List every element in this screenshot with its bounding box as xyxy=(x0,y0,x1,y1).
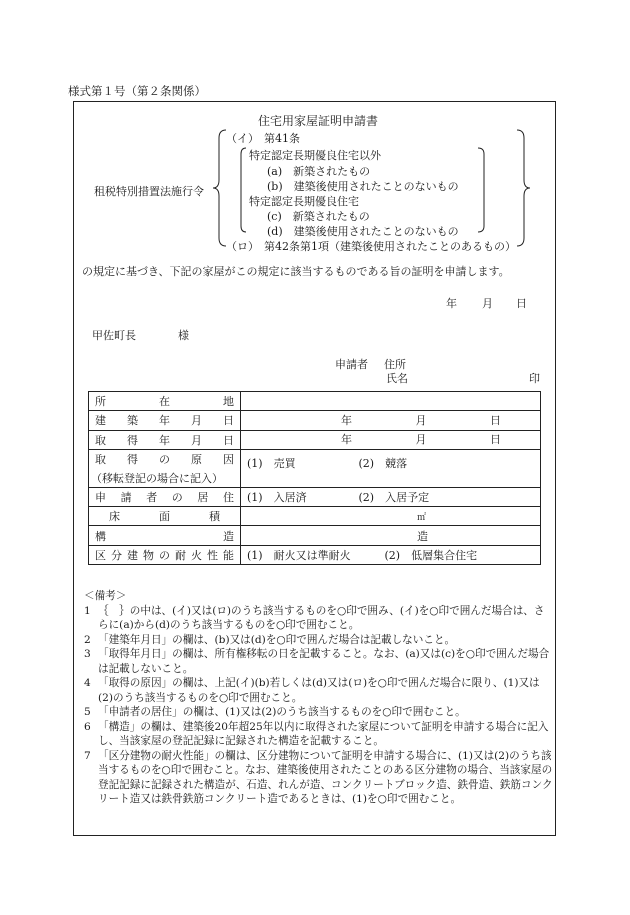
area-unit: ㎡ xyxy=(417,512,427,523)
table-row xyxy=(89,526,541,545)
residence-option-1[interactable]: (1) 入居済 xyxy=(247,491,307,505)
location-value-cell[interactable] xyxy=(241,392,541,411)
acquired-month: 月 xyxy=(415,433,427,447)
cause-option-1[interactable]: (1) 売買 xyxy=(247,456,296,470)
outer-right-brace-icon xyxy=(514,128,534,250)
fire-option-1[interactable]: (1) 耐火又は準耐火 xyxy=(247,548,351,562)
law-name: 租税特別措置法施行令 xyxy=(94,185,204,198)
residence-value-cell[interactable] xyxy=(241,487,541,506)
residence-label-cell xyxy=(89,487,241,506)
remark-item: 2 「建築年月日」の欄は、(b)又は(d)を○印で囲んだ場合は記載しないこと。 xyxy=(84,633,456,646)
clause-i-article: 第41条 xyxy=(264,132,300,145)
seal-mark: 印 xyxy=(529,372,540,385)
clause-ro-article: 第42条第1項（建築後使用されたことのあるもの） xyxy=(264,240,516,253)
built-year: 年 xyxy=(341,413,352,427)
built-value-cell[interactable] xyxy=(241,411,541,430)
acquired-day: 日 xyxy=(490,433,501,447)
addressee-honorific: 様 xyxy=(178,329,189,342)
inner-left-brace-icon xyxy=(236,146,250,234)
cause-label-cell xyxy=(89,449,241,487)
option-d: (d) 建築後使用されたことのないもの xyxy=(267,225,459,238)
table-row xyxy=(89,430,541,449)
area-label: 床 面 積 xyxy=(109,510,220,524)
residence-label: 申 請 者 の 居 住 xyxy=(95,491,234,505)
fire-value-cell[interactable] xyxy=(241,545,541,564)
applicant-label: 申請者 xyxy=(335,358,368,371)
acquired-year: 年 xyxy=(341,433,352,447)
form-number: 様式第１号（第２条関係） xyxy=(68,84,206,98)
remark-text: 「構造」の欄は、建築後20年超25年以内に取得された家屋について証明を申請する場合に記入し、当該家屋の登記記録に記録された構造を記載すること。 xyxy=(98,720,549,747)
cause-sub-label: （移転登記の場合に記入） xyxy=(91,471,223,485)
group1-title: 特定認定長期優良住宅以外 xyxy=(249,149,381,162)
remark-item: 5 「申請者の居住」の欄は、(1)又は(2)のうち該当するものを○印で囲むこと。 xyxy=(84,706,466,718)
remark-text: 「取得年月日」の欄は、所有権移転の日を記載すること。なお、(a)又は(c)を○印で囲んだ場合は記載しないこと。 xyxy=(98,648,550,675)
structure-unit: 造 xyxy=(417,529,428,543)
table-row xyxy=(89,545,541,564)
structure-label: 構 造 xyxy=(95,529,234,543)
date-year: 年 xyxy=(446,297,457,310)
table-row xyxy=(89,449,541,487)
option-a: (a) 新築されたもの xyxy=(267,165,371,178)
cause-label: 取 得 の 原 因 xyxy=(95,452,234,466)
remark-text: 「建築年月日」の欄は、(b)又は(d)を○印で囲んだ場合は記載しないこと。 xyxy=(98,633,456,646)
clause-i-label: （イ） xyxy=(226,132,259,145)
location-label-cell xyxy=(89,392,241,411)
form-title: 住宅用家屋証明申請書 xyxy=(258,114,379,128)
option-b: (b) 建築後使用されたことのないもの xyxy=(267,180,459,193)
residence-option-2[interactable]: (2) 入居予定 xyxy=(358,491,430,505)
fire-label-cell xyxy=(89,545,241,564)
date-month: 月 xyxy=(482,297,493,310)
group2-title: 特定認定長期優良住宅 xyxy=(249,195,359,208)
remark-item: 6 「構造」の欄は、建築後20年超25年以内に取得された家屋について証明を申請する場合に記入し、当該家屋の登記記録に記録された構造を記載すること。 xyxy=(84,720,554,749)
clause-ro-label: （ロ） xyxy=(226,240,259,253)
option-c: (c) 新築されたもの xyxy=(267,210,370,223)
area-label-cell xyxy=(89,507,241,526)
structure-value-cell[interactable] xyxy=(241,526,541,545)
remark-text: 「区分建物の耐火性能」の欄は、区分建物について証明を申請する場合に、(1)又は(2)のうち該当するものを○印で囲むこと。なお、建築後使用されたことのある区分建物の場合、当該家屋の登記記録に記録された構造が、石造、れんが造、コンクリートブロック造、鉄骨造、鉄筋コンクリート造又は鉄骨鉄筋コンクリート造であるときは、(1)を○印で囲むこと。 xyxy=(98,749,553,805)
remark-item: 7 「区分建物の耐火性能」の欄は、区分建物について証明を申請する場合に、(1)又は(2)のうち該当するものを○印で囲むこと。なお、建築後使用されたことのある区分建物の場合、当該家屋の登記記録に記録された構造が、石造、れんが造、コンクリートブロック造、鉄骨造、鉄筋コンクリート造又は鉄骨鉄筋コンクリート造であるときは、(1)を○印で囲むこと。 xyxy=(84,749,553,805)
inner-right-brace-icon xyxy=(476,146,490,234)
statement-text: の規定に基づき、下記の家屋がこの規定に該当するものである旨の証明を申請します。 xyxy=(82,265,510,278)
applicant-address-label: 住所 xyxy=(384,358,406,371)
remark-text: 「申請者の居住」の欄は、(1)又は(2)のうち該当するものを○印で囲むこと。 xyxy=(98,706,466,718)
table-row xyxy=(89,507,541,526)
cause-value-cell[interactable] xyxy=(241,449,541,487)
acquired-label: 取 得 年 月 日 xyxy=(95,433,234,447)
remark-item: 4 「取得の原因」の欄は、上記(イ)(b)若しくは(d)又は(ロ)を○印で囲んだ場合に限り、(1)又は(2)のうち該当するものを○印で囲むこと。 xyxy=(84,676,554,705)
addressee-name: 甲佐町長 xyxy=(92,329,136,342)
area-value-cell[interactable] xyxy=(241,507,541,526)
remarks-section xyxy=(84,589,554,807)
built-day: 日 xyxy=(490,413,501,427)
built-month: 月 xyxy=(415,413,427,427)
cause-option-2[interactable]: (2) 競落 xyxy=(358,456,408,470)
outer-left-brace-icon xyxy=(210,128,230,250)
location-label: 所 在 地 xyxy=(95,395,234,409)
structure-label-cell xyxy=(89,526,241,545)
built-label: 建 築 年 月 日 xyxy=(95,414,234,428)
remark-text: ｛ ｝の中は、(イ)又は(ロ)のうち該当するものを○印で囲み、(イ)を○印で囲んだ場合は、さらに(a)から(d)のうち該当するものを○印で囲むこと。 xyxy=(98,604,545,631)
acquired-label-cell xyxy=(89,430,241,449)
table-row xyxy=(89,392,541,411)
table-row xyxy=(89,487,541,506)
built-label-cell xyxy=(89,411,241,430)
remark-item: 3 「取得年月日」の欄は、所有権移転の日を記載すること。なお、(a)又は(c)を○印で囲んだ場合は記載しないこと。 xyxy=(84,647,554,676)
fire-label: 区 分 建 物 の 耐 火 性 能 xyxy=(95,548,234,562)
acquired-value-cell[interactable] xyxy=(241,430,541,449)
fire-option-2[interactable]: (2) 低層集合住宅 xyxy=(384,548,478,562)
remark-text: 「取得の原因」の欄は、上記(イ)(b)若しくは(d)又は(ロ)を○印で囲んだ場合に限り、(1)又は(2)のうち該当するものを○印で囲むこと。 xyxy=(98,677,540,704)
remark-item: 1 ｛ ｝の中は、(イ)又は(ロ)のうち該当するものを○印で囲み、(イ)を○印で囲んだ場合は、さらに(a)から(d)のうち該当するものを○印で囲むこと。 xyxy=(84,604,554,633)
applicant-name-label: 氏名 xyxy=(386,372,408,385)
table-row xyxy=(89,411,541,430)
house-info-table xyxy=(88,391,541,565)
remarks-heading: ＜備考＞ xyxy=(84,590,127,602)
date-day: 日 xyxy=(516,297,527,310)
